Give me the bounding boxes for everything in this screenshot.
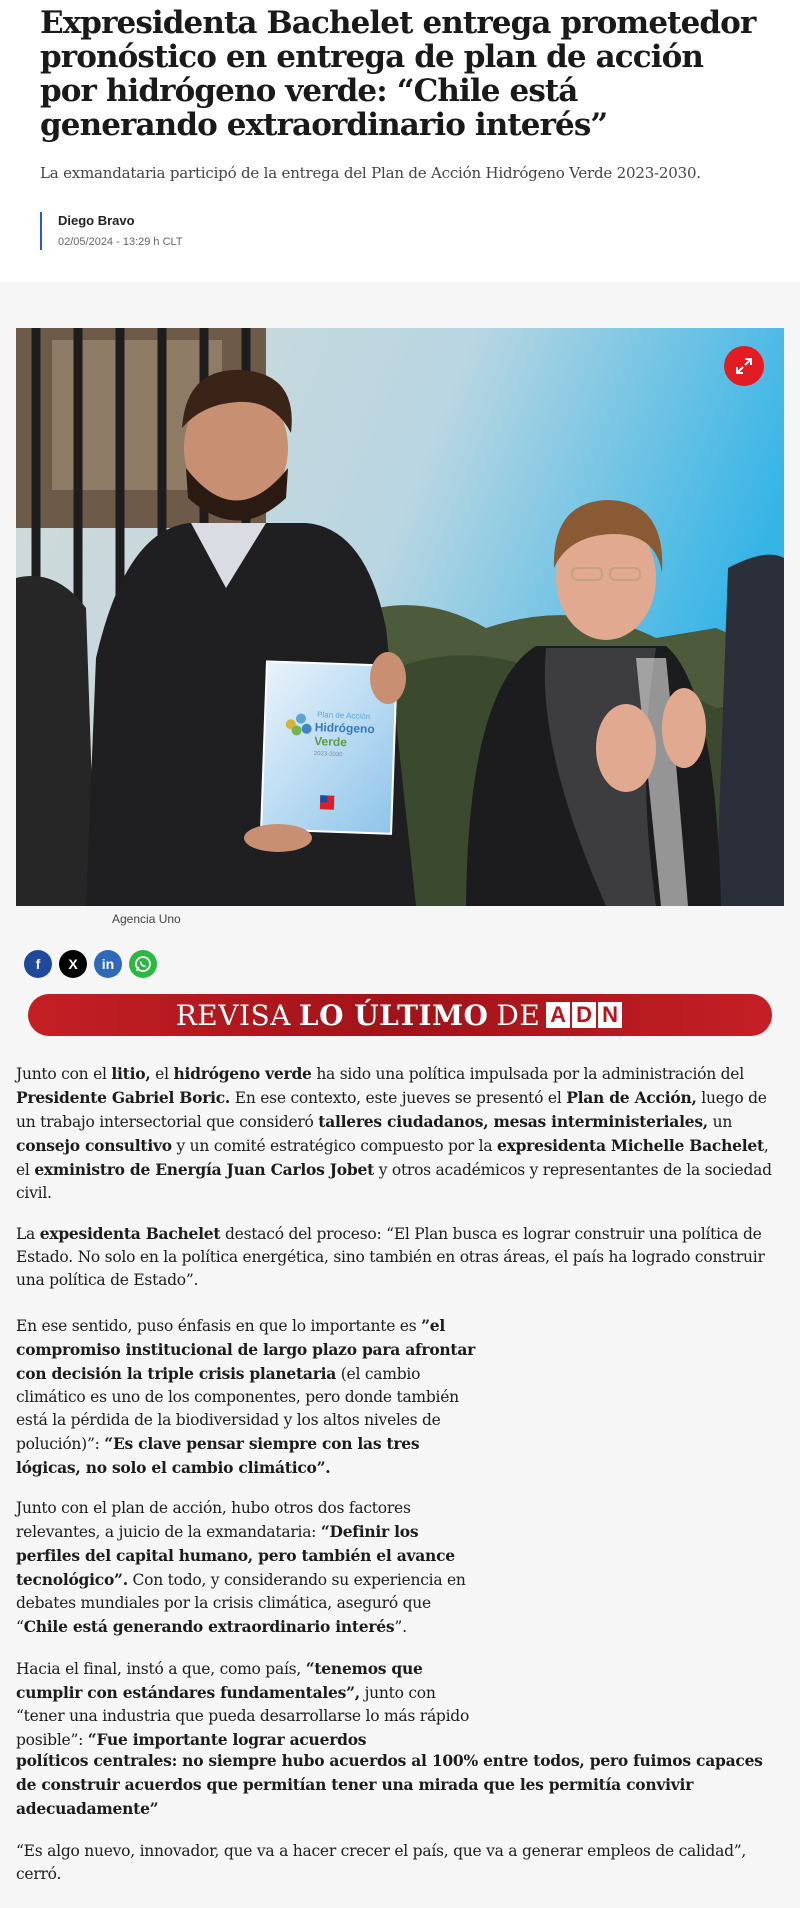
expand-icon xyxy=(734,356,754,376)
author-name[interactable]: Diego Bravo xyxy=(58,213,135,228)
banner-post: DE xyxy=(496,998,541,1032)
body-paragraph-3: En ese sentido, puso énfasis en que lo importante es ”el compromiso institucional de largo plazo para afrontar con decisión la triple crisis planetaria (el cambio climático es uno de los componentes, pero donde también está la pérdida de la biodiversidad y los altos niveles de polución)”: “Es clave pensar siempre con las tres lógicas, no solo el cambio climático”. xyxy=(16,1316,476,1477)
article-subtitle: La exmandataria participó de la entrega del Plan de Acción Hidrógeno Verde 2023-2030. xyxy=(40,164,701,182)
body-paragraph-5: Hacia el final, instó a que, como país, “tenemos que cumplir con estándares fundamentales”, junto con “tener una industria que pueda desarrollarse lo más rápido posible”: “Fue importante lograr acuerdos xyxy=(16,1659,470,1749)
body-paragraph-1: Junto con el litio, el hidrógeno verde ha sido una política impulsada por la administración del Presidente Gabriel Boric. En ese contexto, este jueves se presentó el Plan de Acción, luego de un trabajo intersectorial que consideró talleres ciudadanos, mesas interministeriales, un consejo consultivo y un comité estratégico compuesto por la expresidenta Michelle Bachelet, el exministro de Energía Juan Carlos Jobet y otros académicos y representantes de la sociedad civil. xyxy=(16,1064,772,1202)
photo-credit: Agencia Uno xyxy=(112,912,181,926)
body-paragraph-4: Junto con el plan de acción, hubo otros dos factores relevantes, a juicio de la exmandataria: “Definir los perfiles del capital humano, pero también el avance tecnológico”. Con todo, y considerando su experiencia en debates mundiales por la crisis climática, aseguró que “Chile está generando extraordinario interés”. xyxy=(16,1499,466,1636)
adn-logo-n: N xyxy=(598,1002,622,1028)
adn-logo-a: A xyxy=(546,1002,570,1028)
expand-photo-button[interactable] xyxy=(724,346,764,386)
article-title: Expresidenta Bachelet entrega prometedor pronóstico en entrega de plan de acción por hidrógeno verde: “Chile está generando extraordinario interés” xyxy=(40,5,756,143)
x-icon: X xyxy=(68,956,78,972)
doc-line-1: Plan de Acción xyxy=(316,710,371,721)
body-paragraph-6: “Es algo nuevo, innovador, que va a hacer crecer el país, que va a generar empleos de calidad”, cerró. xyxy=(16,1842,747,1883)
byline xyxy=(40,212,183,250)
whatsapp-icon xyxy=(134,955,152,973)
doc-line-2: Hidrógeno xyxy=(314,720,375,737)
photo-illustration xyxy=(16,328,784,906)
body-paragraph-5-cont: políticos centrales: no siempre hubo acuerdos al 100% entre todos, pero fuimos capaces de construir acuerdos que permitían tener una mirada que les permitía convivir adecuadamente” xyxy=(16,1751,763,1818)
publish-date: 02/05/2024 - 13:29 h CLT xyxy=(58,236,183,248)
body-paragraph-2: La expesidenta Bachelet destacó del proceso: “El Plan busca es lograr construir una política de Estado. No solo en la política energética, sino también en otras áreas, el país ha logrado construir una política de Estado”. xyxy=(16,1224,765,1289)
share-x-button[interactable] xyxy=(59,950,87,978)
banner-bold: LO ÚLTIMO xyxy=(298,998,489,1032)
doc-line-4: 2023-2030 xyxy=(313,751,343,759)
linkedin-icon: in xyxy=(101,956,115,972)
doc-line-3: Verde xyxy=(313,734,348,750)
adn-logo xyxy=(546,1002,624,1028)
article-photo[interactable] xyxy=(16,328,784,906)
share-linkedin-button[interactable] xyxy=(94,950,122,978)
revisa-adn-banner[interactable] xyxy=(28,994,772,1036)
banner-pre: REVISA xyxy=(175,998,291,1032)
article-header xyxy=(0,0,800,282)
facebook-icon: f xyxy=(35,956,41,972)
adn-logo-d: D xyxy=(572,1002,596,1028)
share-facebook-button[interactable] xyxy=(24,950,52,978)
share-whatsapp-button[interactable] xyxy=(129,950,157,978)
